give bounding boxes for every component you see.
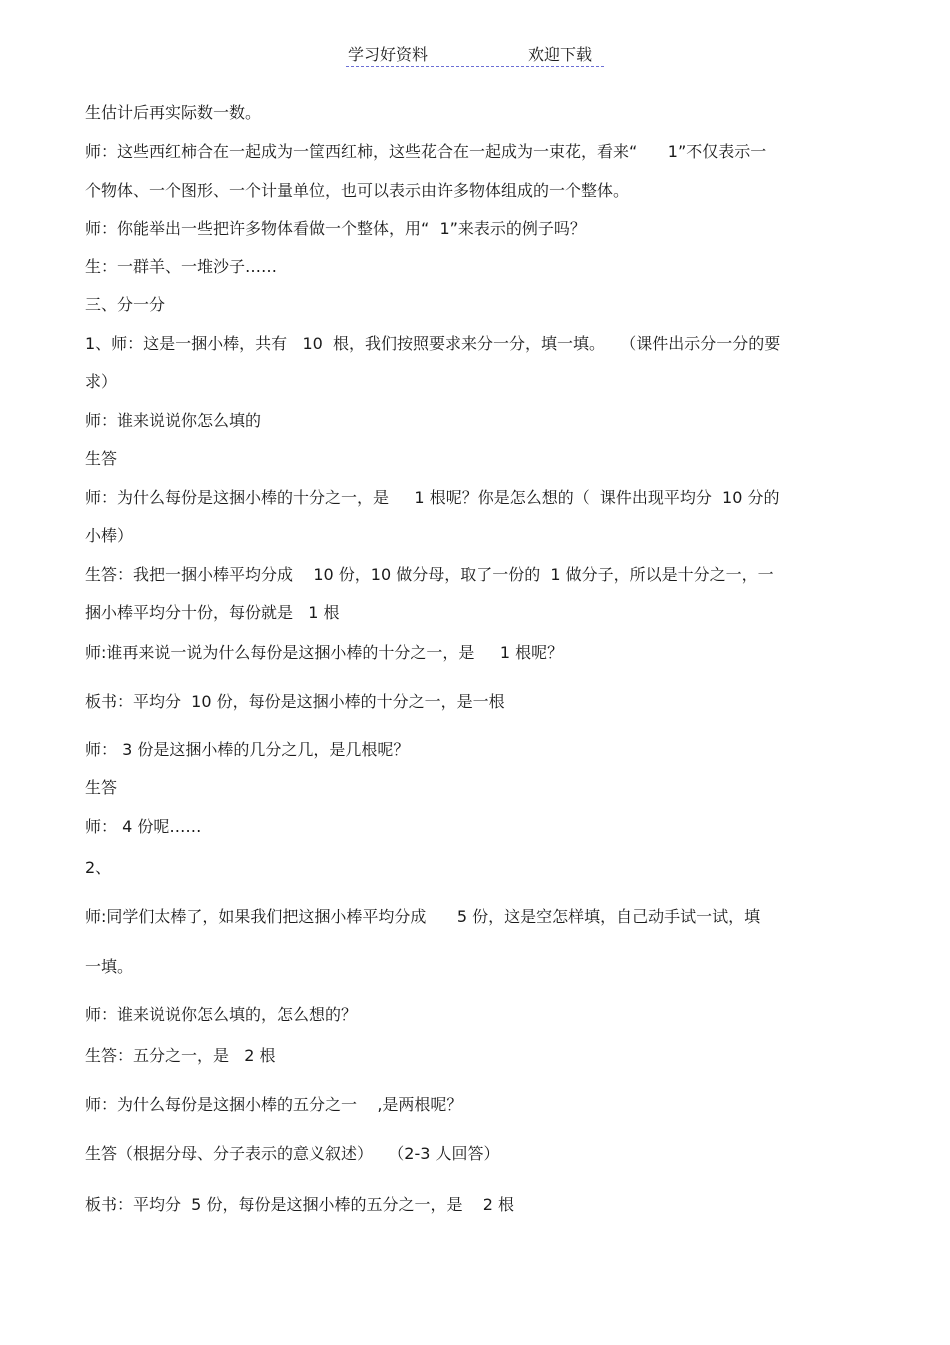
text-line: 生答：我把一捆小棒平均分成 10 份，10 做分母，取了一份的 1 做分子，所以是十分之一，一	[85, 565, 774, 584]
text-line: 一填。	[85, 957, 134, 976]
text-line: 师：谁来说说你怎么填的	[85, 411, 262, 430]
board-note: 板书：平均分 10 份，每份是这捆小棒的十分之一，是一根	[85, 692, 505, 711]
text-line: 生答：五分之一，是 2 根	[85, 1046, 276, 1065]
text-line: 师：为什么每份是这捆小棒的十分之一，是 1 根呢？你是怎么想的（ 课件出现平均分 10 分的	[85, 488, 780, 507]
text-line: 1、师：这是一捆小棒，共有 10 根，我们按照要求来分一分，填一填。 （课件出示分一分的要	[85, 334, 781, 353]
page-header	[346, 42, 604, 67]
text-line: 师：你能举出一些把许多物体看做一个整体，用“ 1”来表示的例子吗？	[85, 219, 586, 238]
header-right-text: 欢迎下载	[528, 45, 593, 64]
section-heading: 三、分一分	[85, 295, 166, 314]
text-line: 师： 4 份呢……	[85, 817, 202, 836]
text-line: 师:谁再来说一说为什么每份是这捆小棒的十分之一，是 1 根呢？	[85, 643, 564, 662]
text-line: 师:同学们太棒了，如果我们把这捆小棒平均分成 5 份，这是空怎样填，自己动手试一试，填	[85, 907, 761, 926]
text-line: 生答	[85, 449, 118, 468]
text-line: 捆小棒平均分十份，每份就是 1 根	[85, 603, 340, 622]
board-note: 板书：平均分 5 份，每份是这捆小棒的五分之一，是 2 根	[85, 1195, 515, 1214]
text-line: 生估计后再实际数一数。	[85, 103, 262, 122]
text-line: 个物体、一个图形、一个计量单位，也可以表示由许多物体组成的一个整体。	[85, 181, 630, 200]
text-line: 生：一群羊、一堆沙子……	[85, 257, 278, 276]
text-line: 师： 3 份是这捆小棒的几分之几，是几根呢？	[85, 740, 410, 759]
text-line: 师：谁来说说你怎么填的，怎么想的？	[85, 1005, 358, 1024]
text-line: 生答（根据分母、分子表示的意义叙述） （2-3 人回答）	[85, 1144, 500, 1163]
text-line: 小棒）	[85, 526, 134, 545]
text-line: 师：为什么每份是这捆小棒的五分之一 ,是两根呢？	[85, 1095, 463, 1114]
text-line: 师：这些西红柿合在一起成为一筐西红柿，这些花合在一起成为一束花，看来“ 1”不仅表示一	[85, 142, 767, 161]
text-line: 生答	[85, 778, 118, 797]
header-left-text: 学习好资料	[348, 45, 429, 64]
section-number: 2、	[85, 858, 112, 877]
text-line: 求）	[85, 372, 118, 391]
